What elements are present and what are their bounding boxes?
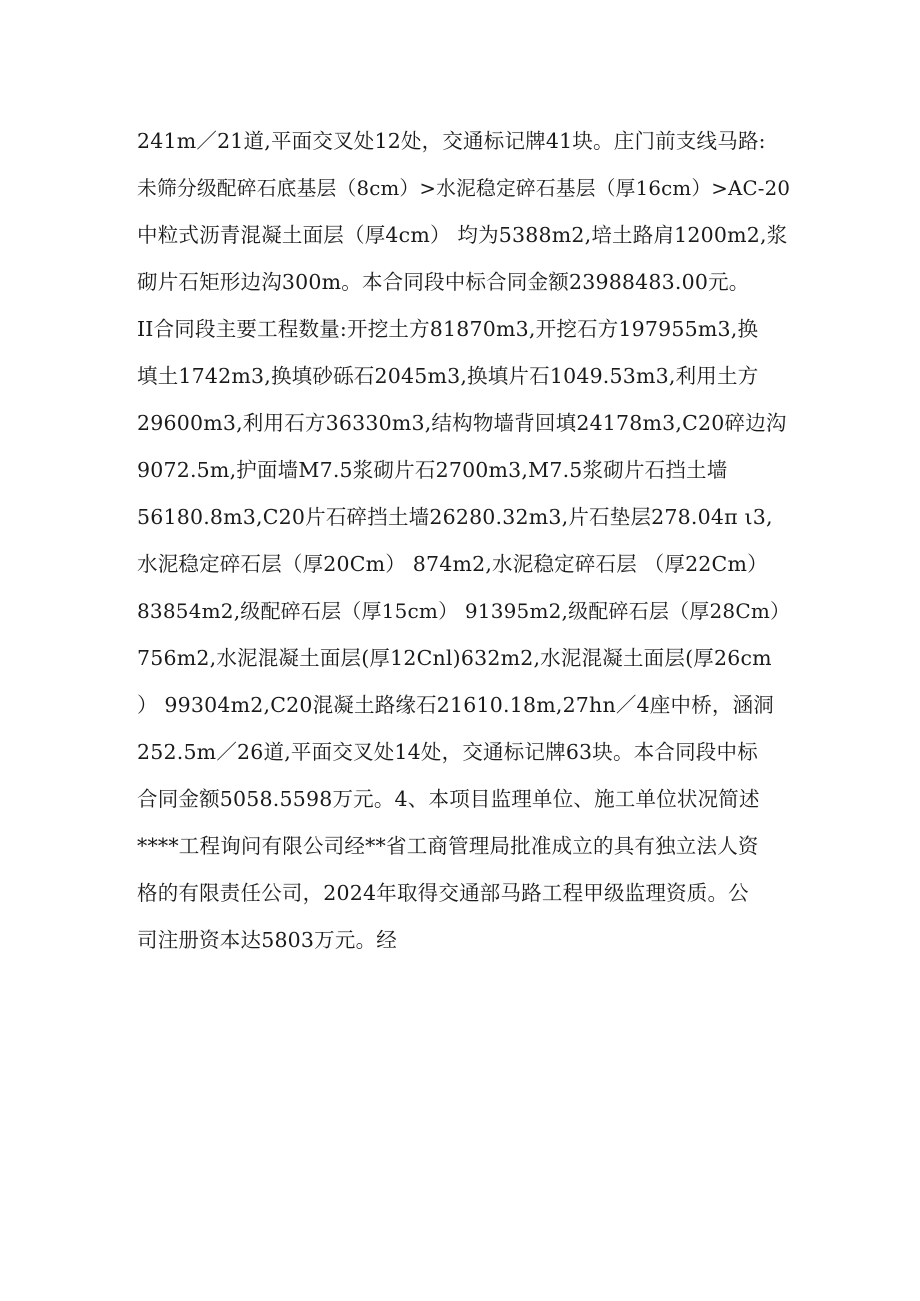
text-line-5: II合同段主要工程数量:开挖土方81870m3,开挖石方197955m3,换 — [137, 317, 759, 341]
text-line-4: 砌片石矩形边沟300m。本合同段中标合同金额23988483.00元。 — [137, 270, 750, 294]
body-text — [137, 118, 797, 964]
text-line-1: 241m／21道,平面交叉处12处，交通标记牌41块。庄门前支线马路: — [137, 129, 766, 153]
text-line-8: 9072.5m,护面墙M7.5浆砌片石2700m3,M7.5浆砌片石挡土墙 — [137, 458, 728, 482]
text-line-9: 56180.8m3,C20片石碎挡土墙26280.32m3,片石垫层278.04π ι3, — [137, 505, 773, 529]
text-line-12: 756m2,水泥混凝土面层(厚12Cnl)632m2,水泥混凝土面层(厚26cm — [137, 646, 772, 670]
text-line-11: 83854m2,级配碎石层（厚15cm） 91395m2,级配碎石层（厚28Cm） — [137, 599, 791, 623]
text-line-6: 填土1742m3,换填砂砾石2045m3,换填片石1049.53m3,利用土方 — [137, 364, 759, 388]
text-line-13: ） 99304m2,C20混凝土路缘石21610.18m,27hn／4座中桥，涵洞 — [137, 693, 775, 717]
text-line-16: ****工程询问有限公司经**省工商管理局批准成立的具有独立法人资 — [137, 834, 759, 858]
text-line-18: 司注册资本达5803万元。经 — [137, 928, 397, 952]
text-line-7: 29600m3,利用石方36330m3,结构物墙背回填24178m3,C20碎边沟 — [137, 411, 787, 435]
text-line-14: 252.5m／26道,平面交叉处14处，交通标记牌63块。本合同段中标 — [137, 740, 758, 764]
text-line-10: 水泥稳定碎石层（厚20Cm） 874m2,水泥稳定碎石层 （厚22Cm） — [137, 552, 768, 576]
text-line-3: 中粒式沥青混凝土面层（厚4cm） 均为5388m2,培土路肩1200m2,浆 — [137, 223, 788, 247]
text-line-15: 合同金额5058.5598万元。4、本项目监理单位、施工单位状况简述 — [137, 787, 760, 811]
text-line-17: 格的有限责任公司，2024年取得交通部马路工程甲级监理资质。公 — [137, 881, 749, 905]
text-line-2: 未筛分级配碎石底基层（8cm）>水泥稳定碎石基层（厚16cm）>AC-20 — [137, 177, 791, 200]
